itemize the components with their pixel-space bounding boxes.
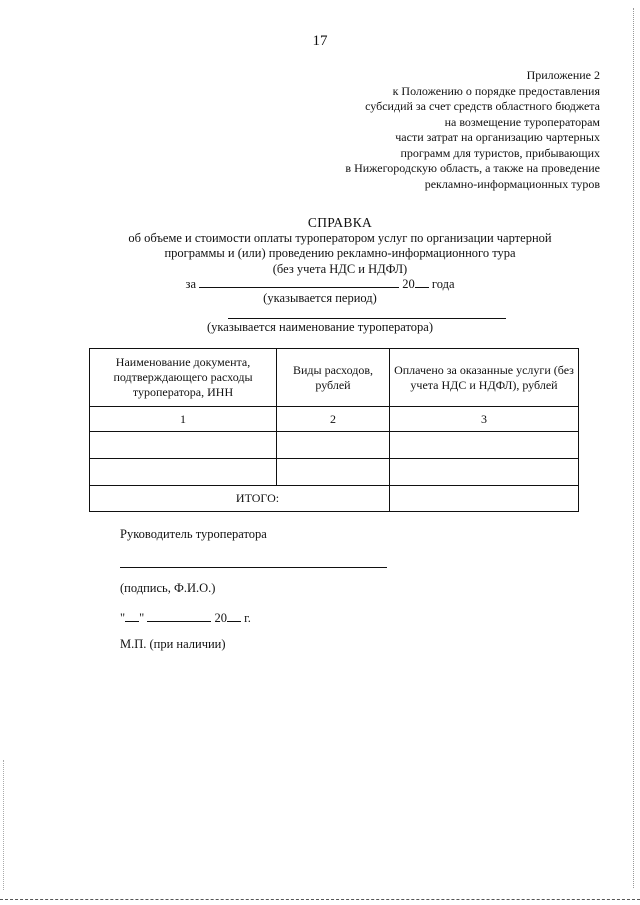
appendix-line: программ для туристов, прибывающих <box>400 145 600 160</box>
expenses-table <box>89 348 579 512</box>
appendix-line: субсидий за счет средств областного бюджета <box>365 99 600 113</box>
table-row <box>90 432 579 459</box>
appendix-line: рекламно-информационных туров <box>424 176 600 191</box>
signature-line <box>120 567 387 568</box>
total-label: ИТОГО: <box>90 486 390 512</box>
period-suffix: года <box>431 277 455 291</box>
table-header-cell: Наименование документа, подтверждающего расходы туроператора, ИНН <box>90 349 277 407</box>
table-header-row <box>90 349 579 407</box>
operator-name-line <box>228 318 506 319</box>
signature-caption: (подпись, Ф.И.О.) <box>120 581 216 595</box>
appendix-note <box>345 68 600 192</box>
title-line: (без учета НДС и НДФЛ) <box>272 261 408 276</box>
document-title <box>60 215 620 277</box>
appendix-line: к Положению о порядке предоставления <box>392 83 600 98</box>
column-number: 2 <box>277 407 390 432</box>
appendix-line: на возмещение туроператорам <box>444 114 600 129</box>
table-cell <box>390 432 579 459</box>
operator-caption: (указывается наименование туроператора) <box>207 320 433 334</box>
period-prefix: за <box>185 277 196 291</box>
table-header-cell: Виды расходов, рублей <box>277 349 390 407</box>
signer-label: Руководитель туроператора <box>120 527 267 541</box>
table-header-cell: Оплачено за оказанные услуги (без учета НДС и НДФЛ), рублей <box>390 349 579 407</box>
appendix-line: Приложение 2 <box>526 68 600 82</box>
date-day-blank <box>125 609 139 622</box>
scan-edge <box>3 760 4 890</box>
total-value-cell <box>390 486 579 512</box>
date-month-blank <box>147 609 211 622</box>
table-column-numbers-row <box>90 407 579 432</box>
period-line <box>0 275 640 292</box>
date-line <box>120 609 251 626</box>
scan-edge <box>0 899 640 900</box>
period-year-blank <box>415 275 429 288</box>
appendix-line: части затрат на организацию чартерных <box>395 130 600 144</box>
date-year-blank <box>227 609 241 622</box>
table-cell <box>277 459 390 486</box>
period-blank <box>199 275 399 288</box>
period-caption: (указывается период) <box>263 291 377 305</box>
table-cell <box>90 459 277 486</box>
date-quote-open: " <box>120 611 126 625</box>
column-number: 3 <box>390 407 579 432</box>
page-number: 17 <box>312 33 328 49</box>
scan-edge <box>633 8 634 888</box>
date-year-prefix: 20 <box>214 611 227 625</box>
table-total-row <box>90 486 579 512</box>
table-row <box>90 459 579 486</box>
table-cell <box>90 432 277 459</box>
title-heading: СПРАВКА <box>307 215 373 230</box>
seal-note: М.П. (при наличии) <box>120 637 226 651</box>
appendix-line: в Нижегородскую область, а также на проведение <box>345 161 600 175</box>
table-cell <box>390 459 579 486</box>
title-line: программы и (или) проведению рекламно-информационного тура <box>164 246 516 260</box>
period-year-prefix: 20 <box>402 277 415 291</box>
title-line: об объеме и стоимости оплаты туроператором услуг по организации чартерной <box>128 230 552 245</box>
date-suffix: г. <box>244 611 251 625</box>
table-cell <box>277 432 390 459</box>
column-number: 1 <box>90 407 277 432</box>
date-quote-close: " <box>139 611 145 625</box>
